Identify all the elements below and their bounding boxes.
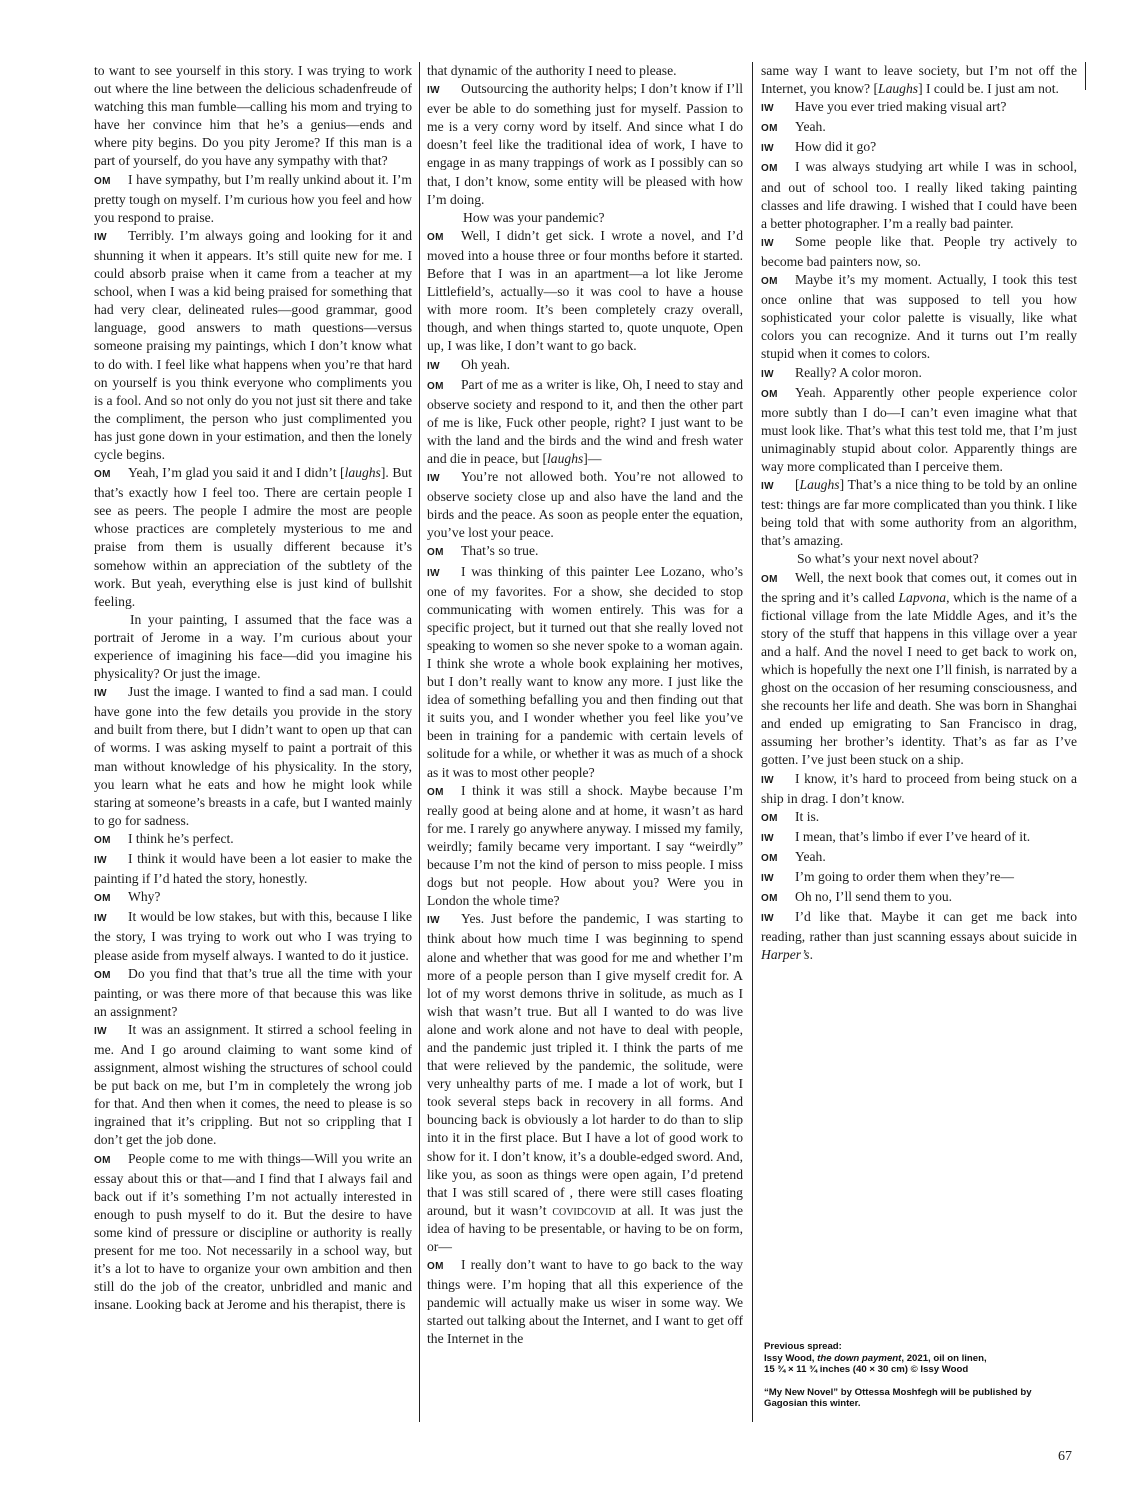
speaker-label-om: OM [427, 1261, 444, 1273]
interview-paragraph: OM Yeah. [761, 848, 1077, 868]
interview-paragraph: IW It was an assignment. It stirred a school feeling in me. And I go around claiming to want some kind of assignment, almost wishing the structures of school could be put back on me, but I’m in completely the wrong job for that. And then when it comes, the need to please is so ingrained that it’s crippling. But not so crippling that I don’t get the job done. [94, 1021, 412, 1148]
speaker-label-om: OM [761, 573, 778, 585]
interview-paragraph: IW Just the image. I wanted to find a sad man. I could have gone into the few details you provide in the story and built from there, but I didn’t want to open up that can of worms. I was asking myself to paint a portrait of this man without knowledge of his physicality. In the story, you learn what he eats and how he might look while staring at someone’s breasts in a cafe, but I wanted mainly to go for sadness. [94, 684, 412, 828]
speaker-label-om: OM [761, 123, 778, 135]
interview-paragraph: OM Why? [94, 888, 412, 908]
speaker-label-iw: IW [761, 481, 774, 493]
speaker-label-om: OM [427, 786, 444, 798]
speaker-label-iw: IW [427, 915, 440, 927]
credits-dimensions: 15 ¾ × 11 ¾ inches (40 × 30 cm) © Issy Wood [764, 1364, 969, 1375]
credits-title: the down payment [817, 1352, 902, 1364]
text-column-2 [427, 62, 743, 1422]
text-column-3 [761, 62, 1077, 1422]
interview-paragraph: IW I think it would have been a lot easier to make the painting if I’d hated the story, honestly. [94, 851, 412, 887]
speaker-label-om: OM [94, 469, 111, 481]
speaker-label-om: OM [94, 175, 111, 187]
speaker-label-om: OM [94, 893, 111, 905]
interview-paragraph: IW Yes. Just before the pandemic, I was starting to think about how much time I was beginning to spend alone and whether that was good for me and whether I’m more of a people person than I give myself credit for. A lot of my worst demons thrive in solitude, as much as I wish that wasn’t true. But all I wanted to do was live alone and work alone and not have to deal with people, and the pandemic just tripled it. I think the parts of me that were relieved by the pandemic, the solitude, were very unhealthy parts of me. I made a lot of work, but I took several steps back in recovery in all forms. And bouncing back is obviously a lot harder to do than to slip into it in the first place. But I have a lot of good work to show for it. I don’t know, it’s a double-edged sword. And, like you, as soon as things were open again, I’d pretend that I was still scared of , there were still cases floating around, but it wasn’t covidcovid at all. It was just the idea of having to be presentable, or having to be on form, or— [427, 911, 743, 1254]
interview-paragraph: OM Oh no, I’ll send them to you. [761, 888, 1077, 908]
column-rule-1 [419, 62, 420, 1422]
speaker-label-iw: IW [761, 103, 774, 115]
interview-paragraph: OM Well, the next book that comes out, it comes out in the spring and it’s called Lapvona, which is the name of a fictional village from the late Middle Ages, and it’s the story of the stuff that happens in this village over a year and a half. And the novel I need to get back to work on, which is hopefully the next one I’ll finish, is narrated by a ghost on the occasion of her resuming consciousness, and she recounts her life and death. She was born in Shanghai and ended up emigrating to San Francisco in drag, assuming her brother’s identity. That’s as far as I’ve gotten. I’ve just been stuck on a ship. [761, 569, 1077, 768]
interview-paragraph: OM Yeah, I’m glad you said it and I didn’t [laughs]. But that’s exactly how I feel too. There are certain people I see as peers. The people I admire the most are people whose practices are completely mysterious to me and praise from them is usually different because it’s somehow within an appreciation of the subtlety of the work. But yeah, everything else is just kind of bullshit feeling. [94, 465, 412, 609]
interview-paragraph: IW Have you ever tried making visual art? [761, 98, 1077, 118]
credits-note: “My New Novel” by Ottessa Moshfegh will be published by Gagosian this winter. [764, 1386, 1032, 1409]
interview-paragraph: IW It would be low stakes, but with this, because I like the story, I was trying to work out who I was trying to please aside from myself always. I wanted to do it justice. [94, 909, 412, 963]
speaker-label-iw: IW [761, 143, 774, 155]
image-credits [764, 1341, 1074, 1410]
interview-paragraph: How was your pandemic? [463, 209, 605, 225]
speaker-label-iw: IW [761, 873, 774, 885]
interview-paragraph: OM Maybe it’s my moment. Actually, I took this test once online that was supposed to tell you how sophisticated your color palette is visually, like what colors you can recognize. And it turns out I’m really stupid when it comes to colors. [761, 272, 1077, 362]
interview-paragraph: IW Outsourcing the authority helps; I don’t know if I’ll ever be able to do something just for myself. Passion to me is a very corny word by itself. And since what I do doesn’t feel like the traditional idea of work, I have to engage in as many trappings of work as I possibly can so that, I don’t know, some entity will be pleased with how I’m doing. [427, 81, 743, 207]
credits-artist: Issy Wood, [764, 1352, 818, 1364]
interview-paragraph: OM I think it was still a shock. Maybe because I’m really good at being alone and at home, it wasn’t as hard for me. I rarely go anywhere anyway. I missed my family, weirdly; family became very important. I say “weirdly” because I’m not the kind of person to miss people. I miss dogs but not people. How about you? Were you in London the whole time? [427, 782, 743, 909]
credits-details: , 2021, oil on linen, [901, 1352, 987, 1364]
speaker-label-iw: IW [761, 774, 774, 786]
interview-paragraph: OM I really don’t want to have to go back to the way things were. I’m hoping that all this experience of the pandemic will actually make us wiser in some way. We started out talking about the Internet, and I want to get off the Internet in the [427, 1257, 743, 1347]
speaker-label-iw: IW [427, 85, 440, 97]
page-number: 67 [1058, 1449, 1072, 1464]
speaker-label-iw: IW [94, 1025, 107, 1037]
speaker-label-om: OM [761, 163, 778, 175]
interview-paragraph: OM I think he’s perfect. [94, 830, 412, 850]
speaker-label-iw: IW [427, 360, 440, 372]
speaker-label-om: OM [761, 388, 778, 400]
interview-paragraph: that dynamic of the authority I need to please. [427, 63, 677, 78]
credits-caption [764, 1353, 1074, 1365]
interview-paragraph: IW [Laughs] That’s a nice thing to be told by an online test: things are far more complicated than you think. I like being told that with some authority from an algorithm, that’s amazing. [761, 477, 1077, 549]
speaker-label-iw: IW [94, 913, 107, 925]
interview-paragraph: OM Part of me as a writer is like, Oh, I need to stay and observe society and respond to it, and then the other part of me is like, Fuck other people, right? I just want to be with the land and the birds and the wind and fresh water and die in peace, but [laughs]— [427, 376, 743, 466]
interview-paragraph: OM I have sympathy, but I’m really unkind about it. I’m pretty tough on myself. I’m curious how you feel and how you respond to praise. [94, 171, 412, 225]
interview-paragraph: OM It is. [761, 808, 1077, 828]
interview-paragraph: IW Really? A color moron. [761, 364, 1077, 384]
interview-paragraph: IW I was thinking of this painter Lee Lozano, who’s one of my favorites. For a show, she decided to stop communicating with women entirely. This was for a specific project, but it turned out that she really loved not speaking to women so she never spoke to a woman again. I think she wrote a whole book explaining her motives, but I don’t really want to know any more. I just like the idea of something befalling you and then finding out that it suits you, and I wonder whether you feel like you’ve been in training for a pandemic with certain levels of solitude for a while, or whether it was as much of a shock as it was to most other people? [427, 563, 743, 780]
speaker-label-om: OM [761, 276, 778, 288]
speaker-label-iw: IW [427, 567, 440, 579]
speaker-label-om: OM [427, 380, 444, 392]
speaker-label-iw: IW [761, 368, 774, 380]
interview-paragraph: OM Yeah. [761, 118, 1077, 138]
interview-paragraph: OM Do you find that that’s true all the time with your painting, or was there more of that because this was like an assignment? [94, 965, 412, 1019]
speaker-label-om: OM [761, 812, 778, 824]
interview-paragraph: IW I mean, that’s limbo if ever I’ve heard of it. [761, 828, 1077, 848]
interview-paragraph: to want to see yourself in this story. I was trying to work out where the line between the delicious schadenfreude of watching this man fumble—calling his mom and trying to have her convince him that he’s a genius—ends and where pity begins. Do you pity Jerome? If this man is a part of yourself, do you have any sympathy with that? [94, 63, 412, 169]
speaker-label-iw: IW [761, 832, 774, 844]
speaker-label-iw: IW [94, 688, 107, 700]
speaker-label-om: OM [94, 969, 111, 981]
speaker-label-om: OM [761, 852, 778, 864]
interview-paragraph: IW I’m going to order them when they’re— [761, 868, 1077, 888]
speaker-label-iw: IW [94, 231, 107, 243]
speaker-label-om: OM [427, 231, 444, 243]
text-column-1 [94, 62, 412, 1422]
credits-label: Previous spread: [764, 1341, 842, 1352]
interview-paragraph: In your painting, I assumed that the face was a portrait of Jerome in a way. I’m curious about your experience of imagining his face—did you imagine his physicality? Or just the image. [94, 611, 412, 682]
column-rule-2 [752, 62, 753, 1422]
interview-paragraph: OM People come to me with things—Will you write an essay about this or that—and I find that I always fail and back out if it’s something I’m not actually interested in enough to push myself to do it. But the desire to have some kind of pressure or discipline or authority is really present for me too. Not necessarily in a school way, but it’s a lot to have to organize your own ambition and then still do the job of the creator, unbridled and manic and insane. Looking back at Jerome and his therapist, there is [94, 1150, 412, 1313]
speaker-label-om: OM [761, 893, 778, 905]
speaker-label-om: OM [427, 547, 444, 559]
speaker-label-iw: IW [761, 913, 774, 925]
interview-paragraph: OM I was always studying art while I was in school, and out of school too. I really liked taking painting classes and life drawing. I wished that I could have been a better photographer. I’m a really bad painter. [761, 159, 1077, 231]
speaker-label-om: OM [94, 834, 111, 846]
interview-paragraph: IW Terribly. I’m always going and looking for it and shunning it when it appears. It’s still quite new for me. I could absorb praise when it came from a teacher at my school, when I was a kid being praised for something that had very clear, delineated rules—good grammar, good language, good answers to math questions—versus someone praising my paintings, which I don’t know what to do with. I feel like what happens when you’re that hard on yourself is you think everyone who compliments you is a fool. And so not only do you not just sit there and take the compliment, the person who just complimented you has just gone down in your estimation, and then the lonely cycle begins. [94, 227, 412, 462]
interview-paragraph: IW Some people like that. People try actively to become bad painters now, so. [761, 233, 1077, 269]
speaker-label-iw: IW [761, 237, 774, 249]
interview-paragraph: IW How did it go? [761, 138, 1077, 158]
interview-paragraph: OM Yeah. Apparently other people experience color more subtly than I do—I can’t even imagine what that must look like. That’s what this test told me, that I’m just unimaginably stupid about color. Apparently things are way more complicated than I perceive them. [761, 384, 1077, 474]
interview-paragraph: So what’s your next novel about? [797, 551, 979, 567]
interview-paragraph: IW I’d like that. Maybe it can get me back into reading, rather than just scanning essays about suicide in Harper’s. [761, 909, 1077, 963]
interview-paragraph: IW Oh yeah. [427, 356, 743, 376]
speaker-label-iw: IW [94, 855, 107, 867]
speaker-label-iw: IW [427, 473, 440, 485]
interview-paragraph: OM That’s so true. [427, 542, 743, 562]
speaker-label-om: OM [94, 1154, 111, 1166]
interview-paragraph: IW You’re not allowed both. You’re not allowed to observe society close up and also have the land and the birds and the peace. As soon as people enter the equation, you’ve lost your peace. [427, 469, 743, 541]
interview-paragraph: IW I know, it’s hard to proceed from being stuck on a ship in drag. I don’t know. [761, 770, 1077, 806]
interview-paragraph: OM Well, I didn’t get sick. I wrote a novel, and I’d moved into a house three or four months before it started. Before that I was in an apartment—a lot like Jerome Littlefield’s, actually—so it was cool to have a house with more room. It’s been completely crazy overall, though, and when things started to, quote unquote, Open up, I was like, I don’t want to go back. [427, 227, 743, 354]
interview-paragraph: same way I want to leave society, but I’m not off the Internet, you know? [Laughs] I could be. I just am not. [761, 63, 1077, 97]
column-rule-3 [1085, 62, 1086, 90]
